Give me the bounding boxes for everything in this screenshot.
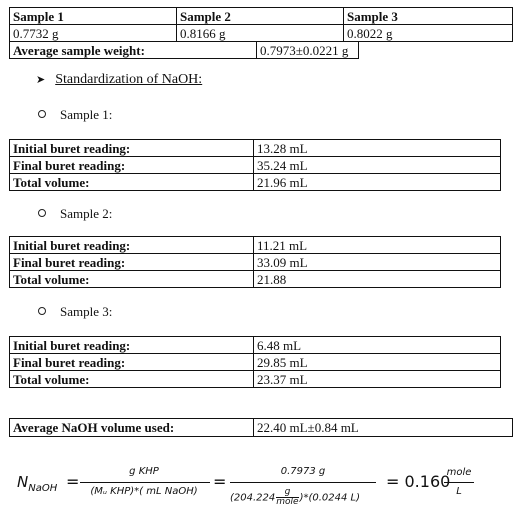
initial-reading-label: Initial buret reading: [10, 237, 254, 254]
inner-fraction-numerator: g [276, 488, 298, 498]
circle-bullet-icon [38, 110, 46, 118]
final-reading-value: 35.24 mL [254, 157, 501, 174]
sample-3-header: Sample 3 [344, 8, 513, 25]
initial-reading-label: Initial buret reading: [10, 140, 254, 157]
sample-1-weight: 0.7732 g [10, 25, 177, 42]
arrow-bullet-icon: ➤ [36, 74, 46, 86]
average-weight-label: Average sample weight: [10, 42, 257, 59]
equation-lhs-symbol: N [17, 473, 29, 491]
sample-1-subheading [38, 107, 112, 123]
unit-fraction-bar [444, 482, 474, 483]
fraction-1-bar [80, 482, 210, 483]
table-row [10, 8, 513, 25]
average-naoh-value: 22.40 mL±0.84 mL [254, 419, 513, 437]
table-row [10, 254, 501, 271]
sample-2-weight: 0.8166 g [177, 25, 344, 42]
sample-weight-table [9, 7, 513, 42]
total-volume-value: 23.37 mL [254, 371, 501, 388]
table-row [10, 140, 501, 157]
total-volume-label: Total volume: [10, 174, 254, 191]
final-reading-label: Final buret reading: [10, 254, 254, 271]
inner-fraction [276, 488, 298, 507]
table-row [10, 237, 501, 254]
final-reading-label: Final buret reading: [10, 157, 254, 174]
fraction-2-bar [230, 482, 376, 483]
table-row [10, 174, 501, 191]
table-row [10, 419, 513, 437]
average-naoh-table [9, 418, 513, 437]
table-row [10, 25, 513, 42]
denominator-part-a: (204.224 [230, 492, 276, 504]
initial-reading-value: 11.21 mL [254, 237, 501, 254]
total-volume-label: Total volume: [10, 271, 254, 288]
average-weight-value: 0.7973±0.0221 g [257, 42, 359, 59]
inner-fraction-denominator: mole [276, 497, 299, 507]
circle-bullet-icon [38, 209, 46, 217]
final-reading-label: Final buret reading: [10, 354, 254, 371]
sample-3-label: Sample 3: [60, 304, 113, 319]
final-reading-value: 33.09 mL [254, 254, 501, 271]
result-value: = 0.160 [386, 472, 451, 491]
denominator-part-b: )*(0.0244 L) [299, 492, 361, 504]
table-row [10, 271, 501, 288]
sample-1-header: Sample 1 [10, 8, 177, 25]
sample-2-buret-table [9, 236, 501, 288]
sample-2-subheading [38, 206, 112, 222]
initial-reading-value: 13.28 mL [254, 140, 501, 157]
sample-2-label: Sample 2: [60, 206, 113, 221]
average-weight-table [9, 41, 359, 59]
table-row [10, 157, 501, 174]
sample-3-buret-table [9, 336, 501, 388]
fraction-2-denominator [230, 488, 360, 507]
sample-3-weight: 0.8022 g [344, 25, 513, 42]
final-reading-value: 29.85 mL [254, 354, 501, 371]
equation-lhs [17, 473, 57, 494]
equals-sign-1: = [66, 472, 80, 491]
circle-bullet-icon [38, 307, 46, 315]
fraction-1-numerator: g KHP [129, 466, 159, 477]
table-row [10, 354, 501, 371]
sample-2-header: Sample 2 [177, 8, 344, 25]
sample-1-buret-table [9, 139, 501, 191]
sample-1-label: Sample 1: [60, 107, 113, 122]
total-volume-value: 21.96 mL [254, 174, 501, 191]
initial-reading-value: 6.48 mL [254, 337, 501, 354]
table-row [10, 42, 359, 59]
equals-sign-2: = [213, 472, 227, 491]
total-volume-label: Total volume: [10, 371, 254, 388]
average-naoh-label: Average NaOH volume used: [10, 419, 254, 437]
section-heading [36, 72, 202, 88]
sample-3-subheading [38, 304, 112, 320]
table-row [10, 371, 501, 388]
equation-lhs-subscript: NaOH [28, 483, 58, 494]
fraction-2-numerator: 0.7973 g [280, 466, 326, 477]
fraction-1-denominator: (Mᵤ KHP)*( mL NaOH) [90, 486, 198, 497]
unit-denominator: L [456, 486, 462, 497]
unit-numerator: mole [446, 467, 472, 478]
initial-reading-label: Initial buret reading: [10, 337, 254, 354]
table-row [10, 337, 501, 354]
section-heading-text: Standardization of NaOH: [55, 72, 203, 87]
total-volume-value: 21.88 [254, 271, 501, 288]
